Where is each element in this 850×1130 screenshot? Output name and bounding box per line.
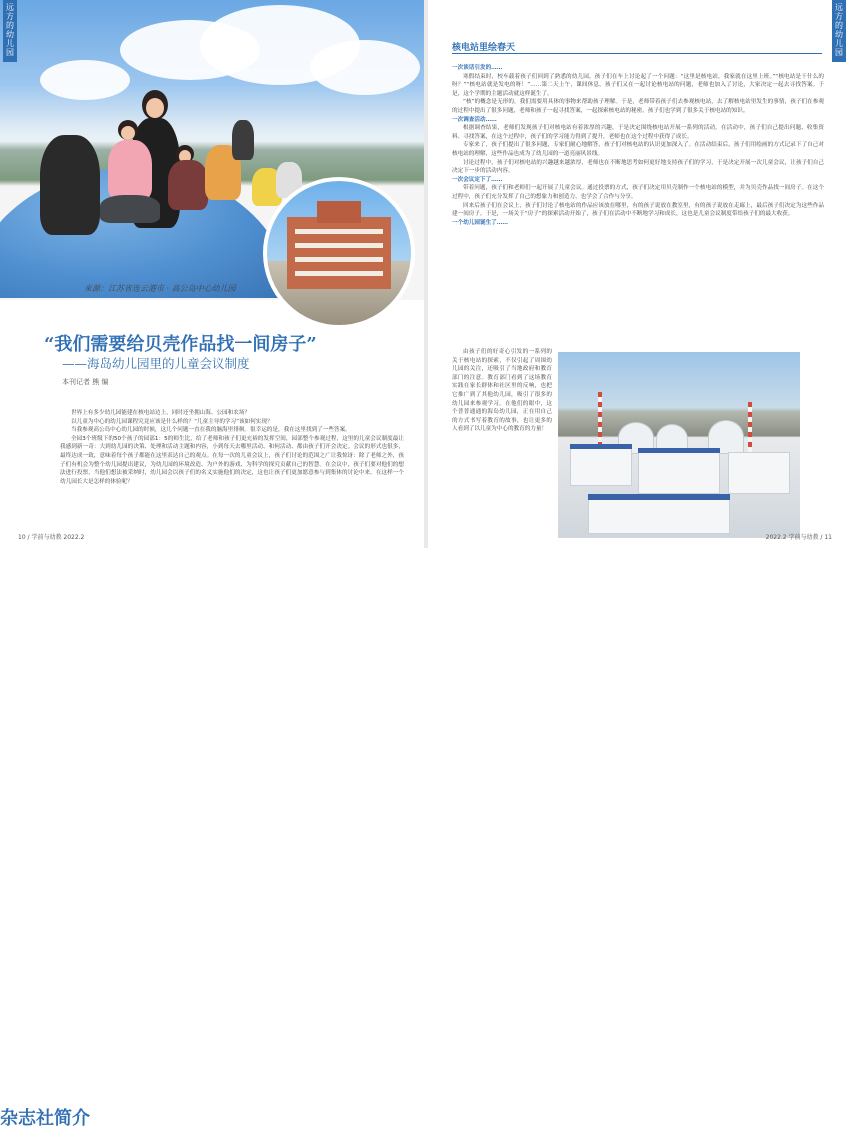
paragraph: “核”的概念是无形的，我们需要用具体的事物来帮助孩子理解。于是，老师带着孩子们去参观核电站，去了解核电站里发生的事情，孩子们在参观的过程中提出了很多问题，老师和孩子一起寻找答案，一起探索核电站的秘密，孩子们也学到了很多关于核电站的知识。 <box>452 99 824 114</box>
subheading: 一次谈话引发的…… <box>452 65 503 71</box>
article-subtitle: ——海岛幼儿园里的儿童会议制度 <box>62 356 250 371</box>
paragraph: 当我参观高公岛中心幼儿园的时候，这几个问题一直在我的脑海里徘徊。很幸运的是，我在这里找到了一些答案。 <box>71 427 351 434</box>
paragraph: 寒假结束时，校车载着孩子们回到了熟悉的幼儿园，孩子们在车上讨论起了一个问题：“这里是核电站，我家就在这里上班。”“核电站是干什么的呀？”“核电站就是发电的呀！”……第二天上午，课间休息，孩子们又在一起讨论核电站的问题，老师也加入了讨论，大家决定一起去寻找答案。于是，这个学期的主题活动就这样诞生了。 <box>452 73 824 97</box>
paragraph: 讨论过程中，孩子们对核电站的兴趣越来越浓厚，老师也在不断地思考如何更好地支持孩子们的学习，于是决定开展一次儿童会议，让孩子们自己决定下一步的活动内容。 <box>452 159 824 175</box>
paragraph: 全园3个班级下的50个孩子的园部1：5的师生比，给了老师和孩子们更充裕的发挥空间，园部整个参观过程，这里的儿童会议制度最让我感到新一奇：大到幼儿园的决策、处理和活动主题和内容，小到每天去哪里活动、和何活动、都由孩子们开会决定。会议的形式也很多，最终达成一致，意味着每个孩子都能在这里表达自己的观点。在每一次的儿童会议上，孩子们讨论的范围之广让我惊讶：除了老师之外，孩子们有机会为整个幼儿园提出建议，为幼儿园的环境改造、为户外的游戏、为科学的探究贡献自己的智慧。在会议中，孩子们要对他们的想法进行投票，当他们想法被采纳时，幼儿园会以孩子们的名义实施他们的决定，这也让孩子们更加愿意参与到集体的讨论中来。在这样一个幼儿园长大是怎样的体验呢？ <box>60 435 404 485</box>
paragraph: 以儿童为中心的幼儿园课程究竟应该是什么样的？“儿童主导的学习”该如何实现？ <box>71 418 273 425</box>
column-tab-left: 远方的幼儿园 <box>3 0 17 62</box>
right-body-text <box>452 64 824 227</box>
section-title: 核电站里绘春天 <box>452 43 516 53</box>
paragraph: 专家来了，孩子们提出了很多问题，专家们耐心地解答，孩子们对核电站的认识更加深入了。在活动结束后，孩子们用绘画的方式记录下了自己对核电站的理解，这些作品也成为了幼儿园的一道亮丽风景线。 <box>452 142 824 157</box>
photo-caption: 来源：江苏省连云港市 · 高公岛中心幼儿园 <box>84 284 236 293</box>
article-title: “我们需要给贝壳作品找一间房子” <box>44 334 317 355</box>
paragraph: 根据调查结果，老师们发现孩子们对核电站有着浓厚的兴趣，于是决定围绕核电站开展一系列的活动。在活动中，孩子们自己提出问题、收集资料、寻找答案，在这个过程中，孩子们的学习能力得到了提升，老师也在这个过程中获得了成长。 <box>452 125 824 140</box>
paragraph: 带着问题，孩子们和老师们一起开展了儿童会议。通过投票的方式，孩子们决定用贝壳制作一个核电站的模型，并为贝壳作品找一间房子。在这个过程中，孩子们充分发挥了自己的想象力和创造力，也学会了合作与分享。 <box>452 185 824 200</box>
subheading: 一次调查活动…… <box>452 116 497 123</box>
page-folio-right: 2022.2 学前与幼教 / 11 <box>765 534 832 541</box>
byline: 本刊记者 熊 编 <box>62 378 109 386</box>
inset-photo-kindergarten-building <box>263 177 415 329</box>
paragraph: 回来后孩子们在会议上，孩子们讨论了核电站的作品应该放在哪里，有的孩子说放在教室里，有的孩子说放在走廊上，最后孩子们决定为这些作品建一间房子。于是，一场关于“房子”的探索活动开始了，孩子们在活动中不断地学习和成长，这也是儿童会议制度带给孩子们的最大收获。 <box>452 202 824 218</box>
next-section-title: 杂志社简介 <box>0 1108 90 1129</box>
right-page <box>428 0 850 548</box>
column-tab-right: 远方的幼儿园 <box>832 0 846 62</box>
paragraph: 由孩子们的好奇心引发的一系列的关于核电站的探索，不仅引起了周围幼儿园的关注，还吸引了当地政府和教育部门的注意。教育部门看到了这场教育实践在家长群体和社区里的反响，也把它推广到了其他幼儿园，吸引了很多的幼儿园来参观学习。在他们的眼中，这个普普通通的海岛幼儿园，正在用自己的方式书写着教育的故事，也让更多的人看到了以儿童为中心的教育的力量！ <box>452 349 552 433</box>
subheading: 一次会议定下了…… <box>452 176 503 183</box>
paragraph: 世界上有多少幼儿园能建在核电站边上，同时还坐拥山海、公园和农场？ <box>71 410 251 416</box>
left-body-text <box>60 409 404 486</box>
page-folio-left: 10 / 学前与幼教 2022.2 <box>18 534 85 541</box>
next-page-strip <box>0 548 850 1129</box>
nuclear-plant-photo <box>558 352 800 538</box>
subheading: 一个幼儿园诞生了…… <box>452 219 508 226</box>
left-page <box>0 0 424 548</box>
section-divider <box>452 53 822 54</box>
narrow-column-text <box>452 348 552 434</box>
